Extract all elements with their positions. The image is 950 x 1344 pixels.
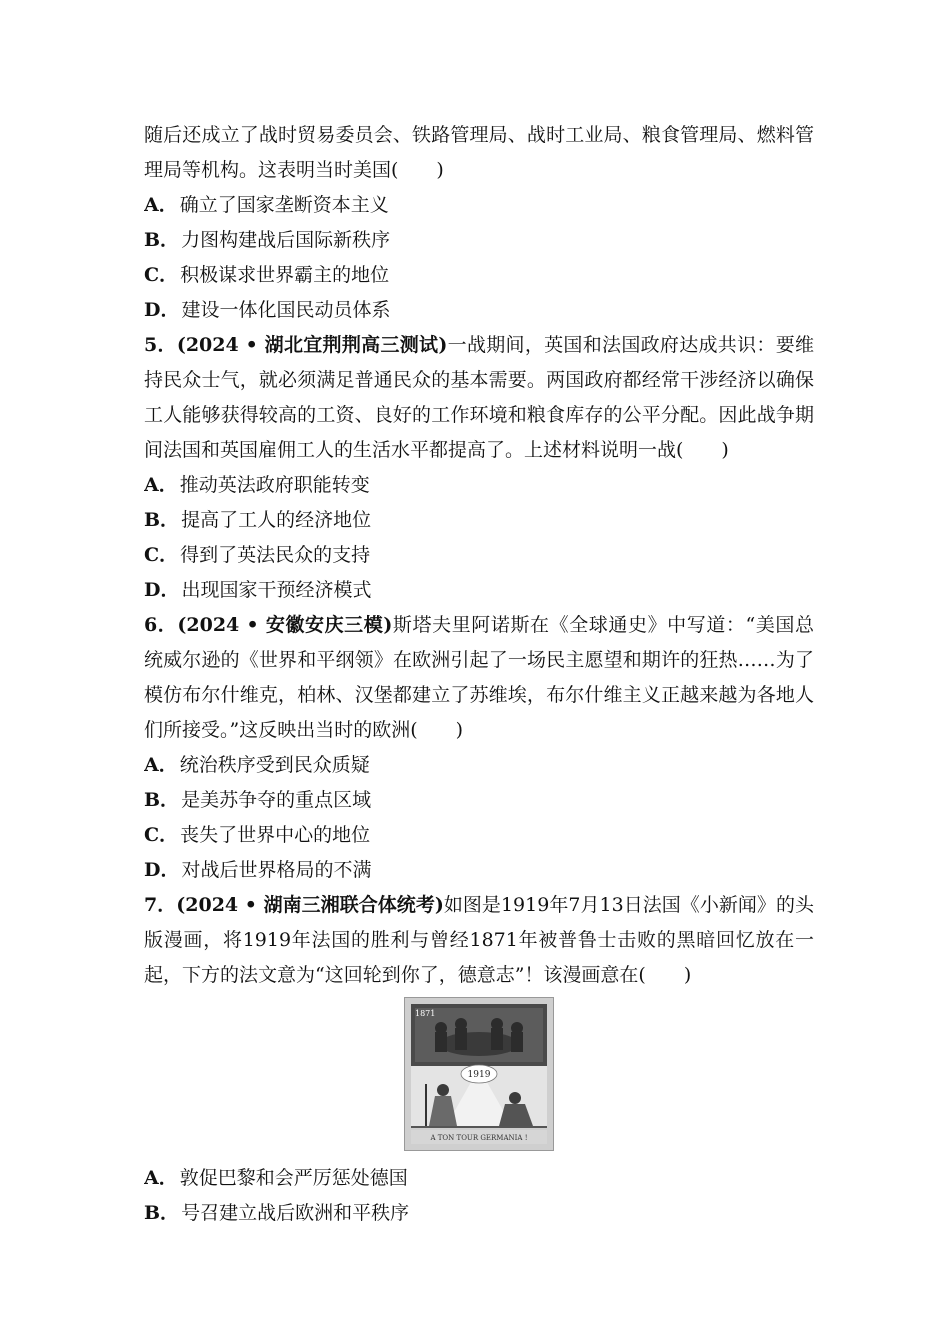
q6-text: 斯塔夫里阿诺斯在《全球通史》中写道：“美国总统威尔逊的《世界和平纲领》在欧洲引起了一场民主愿望和期许的狂热……为了模仿布尔什维克，柏林、汉堡都建立了苏维埃，布尔什维主义正越来越为各地人们所接受。”这反映出当时的欧洲( ) xyxy=(144,614,814,741)
cartoon-label-1871: 1871 xyxy=(415,1009,436,1018)
cartoon-image xyxy=(404,997,554,1151)
q5-stem xyxy=(144,328,814,468)
q7-stem xyxy=(144,888,814,993)
q6-source: (2024 • 安徽安庆三模) xyxy=(177,614,393,636)
document-page xyxy=(144,118,814,1231)
q7-number: 7． xyxy=(144,894,177,916)
q5-number: 5． xyxy=(144,334,177,356)
q7-option-a[interactable]: A． 敦促巴黎和会严厉惩处德国 xyxy=(144,1167,408,1189)
cartoon-label-1919: 1919 xyxy=(467,1070,491,1080)
q6-option-d[interactable]: D． 对战后世界格局的不满 xyxy=(144,859,372,881)
q5-option-b[interactable]: B． 提高了工人的经济地位 xyxy=(144,509,372,531)
q6-option-b[interactable]: B． 是美苏争夺的重点区域 xyxy=(144,789,372,811)
q4-option-d[interactable]: D． 建设一体化国民动员体系 xyxy=(144,299,391,321)
q5-option-a[interactable]: A． 推动英法政府职能转变 xyxy=(144,474,370,496)
cartoon-caption: A TON TOUR GERMANIA ! xyxy=(430,1134,528,1142)
q6-number: 6． xyxy=(144,614,178,636)
q4-stem: 随后还成立了战时贸易委员会、铁路管理局、战时工业局、粮食管理局、燃料管理局等机构。这表明当时美国( ) xyxy=(144,124,814,181)
q6-option-c[interactable]: C． 丧失了世界中心的地位 xyxy=(144,824,371,846)
q7-figure-area xyxy=(144,997,814,1157)
q5-option-d[interactable]: D． 出现国家干预经济模式 xyxy=(144,579,372,601)
q4-option-b[interactable]: B． 力图构建战后国际新秩序 xyxy=(144,229,391,251)
q5-option-c[interactable]: C． 得到了英法民众的支持 xyxy=(144,544,371,566)
q5-text: 一战期间，英国和法国政府达成共识：要维持民众士气，就必须满足普通民众的基本需要。两国政府都经常干涉经济以确保工人能够获得较高的工资、良好的工作环境和粮食库存的公平分配。因此战争期间法国和英国雇佣工人的生活水平都提高了。上述材料说明一战( ) xyxy=(144,334,814,461)
q6-stem xyxy=(144,608,814,748)
q5-source: (2024 • 湖北宜荆荆高三测试) xyxy=(176,334,448,356)
q4-option-a[interactable]: A． 确立了国家垄断资本主义 xyxy=(144,194,389,216)
q4-option-c[interactable]: C． 积极谋求世界霸主的地位 xyxy=(144,264,390,286)
q6-option-a[interactable]: A． 统治秩序受到民众质疑 xyxy=(144,754,370,776)
q7-text: 如图是1919年7月13日法国《小新闻》的头版漫画，将1919年法国的胜利与曾经1871年被普鲁士击败的黑暗回忆放在一起，下方的法文意为“这回轮到你了，德意志”！该漫画意在( ) xyxy=(144,894,814,986)
q7-option-b[interactable]: B． 号召建立战后欧洲和平秩序 xyxy=(144,1202,410,1224)
q7-source: (2024 • 湖南三湘联合体统考) xyxy=(176,894,444,916)
